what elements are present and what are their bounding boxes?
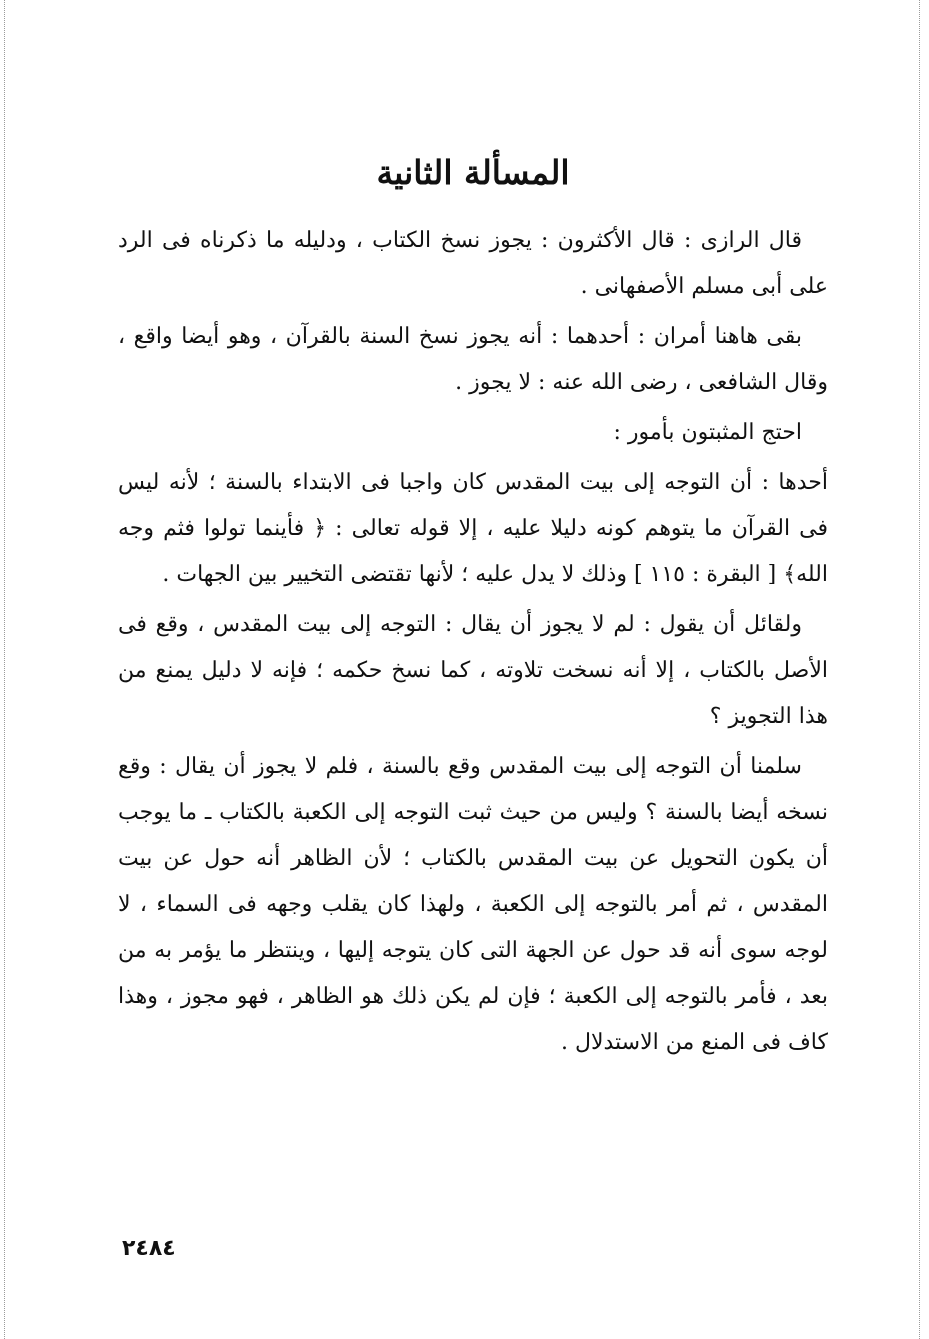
main-text-block [118, 150, 828, 1070]
scan-margin-dots-right [919, 0, 921, 1339]
section-title: المسألة الثانية [376, 153, 570, 192]
paragraph-1: قال الرازى : قال الأكثرون : يجوز نسخ الكتاب ، ودليله ما ذكرناه فى الرد على أبى مسلم الأصفهانى . [118, 228, 828, 299]
scan-margin-dots-left [4, 0, 6, 1339]
page-number: ٢٤٨٤ [122, 1236, 176, 1261]
paragraph-6: سلمنا أن التوجه إلى بيت المقدس وقع بالسنة ، فلم لا يجوز أن يقال : وقع نسخه أيضا بالسنة ؟ وليس من حيث ثبت التوجه إلى الكعبة بالكتاب ـ ما يوجب أن يكون التحويل عن بيت المقدس بالكتاب ؛ لأن الظاهر أنه حول عن بيت المقدس ، ثم أمر بالتوجه إلى الكعبة ، ولهذا كان يقلب وجهه فى السماء ، لا لوجه سوى أنه قد حول عن الجهة التى كان يتوجه إليها ، وينتظر ما يؤمر به من بعد ، فأمر بالتوجه إلى الكعبة ؛ فإن لم يكن ذلك هو الظاهر ، فهو مجوز ، وهذا كاف فى المنع من الاستدلال . [118, 754, 828, 1055]
paragraph-3: احتج المثبتون بأمور : [613, 420, 802, 445]
paragraph-4: أحدها : أن التوجه إلى بيت المقدس كان واجبا فى الابتداء بالسنة ؛ لأنه ليس فى القرآن ما يتوهم كونه دليلا عليه ، إلا قوله تعالى : ﴿ فأينما تولوا فثم وجه الله﴾ [ البقرة : ١١٥ ] وذلك لا يدل عليه ؛ لأنها تقتضى التخيير بين الجهات . [118, 470, 828, 587]
paragraph-2: بقى هاهنا أمران : أحدهما : أنه يجوز نسخ السنة بالقرآن ، وهو أيضا واقع ، وقال الشافعى ، رضى الله عنه : لا يجوز . [118, 324, 828, 395]
paragraph-5: ولقائل أن يقول : لم لا يجوز أن يقال : التوجه إلى بيت المقدس ، وقع فى الأصل بالكتاب ، إلا أنه نسخت تلاوته ، كما نسخ حكمه ؛ فإنه لا دليل يمنع من هذا التجويز ؟ [118, 612, 828, 729]
